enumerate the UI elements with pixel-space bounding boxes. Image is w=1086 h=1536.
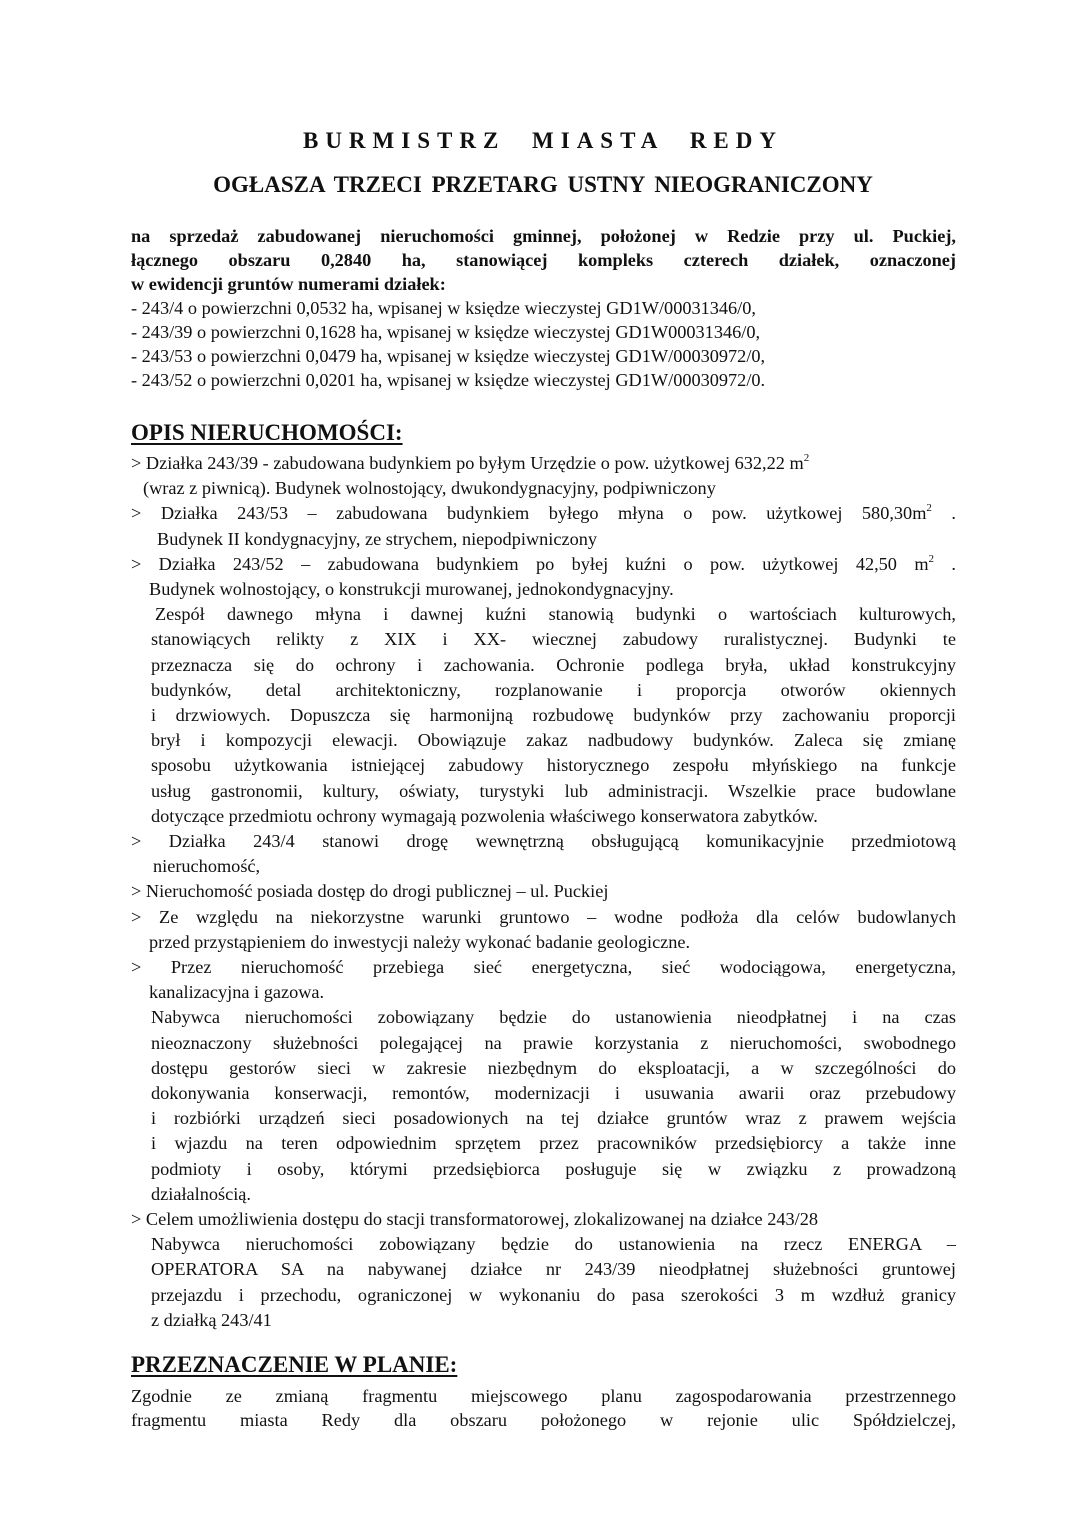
description-line (149, 577, 956, 601)
line-text: sposobu użytkowania istniejącej zabudowy historycznego zespołu młyńskiego na funkcje (151, 755, 956, 775)
line-text: z działką 243/41 (151, 1310, 272, 1330)
line-text: > Przez nieruchomość przebiega sieć energetyczna, sieć wodociągowa, energetyczna, (131, 957, 956, 977)
line-text: (wraz z piwnicą). Budynek wolnostojący, dwukondygnacyjny, podpiwniczony (143, 478, 716, 498)
description-line (155, 602, 956, 626)
description-line (131, 905, 956, 929)
intro-line: na sprzedaż zabudowanej nieruchomości gminnej, położonej w Redzie przy ul. Puckiej, (131, 226, 956, 246)
line-text: dotyczące przedmiotu ochrony wymagają pozwolenia właściwego konserwatora zabytków. (151, 806, 818, 826)
line-text: > Działka 243/52 – zabudowana budynkiem po byłej kuźni o pow. użytkowej 42,50 m (131, 554, 929, 574)
line-text: Zespół dawnego młyna i dawnej kuźni stanowią budynki o wartościach kulturowych, (155, 604, 956, 624)
plot-item: - 243/53 o powierzchni 0,0479 ha, wpisanej w księdze wieczystej GD1W/00030972/0, (131, 346, 766, 366)
description-line (151, 1106, 956, 1130)
document-subtitle: OGŁASZA TRZECI PRZETARG USTNY NIEOGRANICZONY (213, 172, 873, 197)
description-line (149, 930, 956, 954)
line-text: i drzwiowych. Dopuszcza się harmonijną rozbudowę budynków przy zachowaniu proporcji (151, 705, 956, 725)
line-text: Nabywca nieruchomości zobowiązany będzie do ustanowienia nieodpłatnej i na czas (151, 1007, 956, 1027)
description-line (151, 627, 956, 651)
line-text: Budynek wolnostojący, o konstrukcji murowanej, jednokondygnacyjny. (149, 579, 674, 599)
description-line (151, 1232, 956, 1256)
line-tail: . (931, 503, 956, 523)
line-text: dostępu gestorów sieci w zakresie niezbędnym do eksploatacji, a w szczególności do (151, 1058, 956, 1078)
description-line (151, 1005, 956, 1029)
section-heading-plan: PRZEZNACZENIE W PLANIE: (131, 1352, 458, 1377)
description-line (151, 1257, 956, 1281)
section-heading-description: OPIS NIERUCHOMOŚCI: (131, 420, 403, 445)
plot-item: - 243/52 o powierzchni 0,0201 ha, wpisanej w księdze wieczystej GD1W/00030972/0. (131, 370, 766, 390)
description-line (131, 1207, 956, 1231)
superscript: 2 (926, 502, 932, 514)
line-text: > Działka 243/53 – zabudowana budynkiem byłego młyna o pow. użytkowej 580,30m (131, 503, 927, 523)
description-line (131, 552, 956, 576)
document-title: BURMISTRZ MIASTA REDY (302, 128, 783, 153)
plot-item: - 243/4 o powierzchni 0,0532 ha, wpisanej w księdze wieczystej GD1W/00031346/0, (131, 298, 756, 318)
plan-line: fragmentu miasta Redy dla obszaru położonego w rejonie ulic Spółdzielczej, (131, 1410, 956, 1430)
line-text: przed przystąpieniem do inwestycji należy wykonać badanie geologiczne. (149, 932, 691, 952)
description-line (151, 753, 956, 777)
line-text: budynków, detal architektoniczny, rozplanowanie i proporcja otworów okiennych (151, 680, 956, 700)
line-text: > Działka 243/39 - zabudowana budynkiem po byłym Urzędzie o pow. użytkowej 632,22 m (131, 453, 804, 473)
description-line (131, 829, 956, 853)
description-line (151, 1283, 956, 1307)
description-line (151, 728, 956, 752)
description-line (151, 678, 956, 702)
line-text: usług gastronomii, kultury, oświaty, turystyki lub administracji. Wszelkie prace budowlane (151, 781, 956, 801)
description-line (151, 1131, 956, 1155)
description-line (151, 804, 956, 828)
description-line (151, 1056, 956, 1080)
line-text: Nabywca nieruchomości zobowiązany będzie do ustanowienia na rzecz ENERGA – (151, 1234, 956, 1254)
line-text: brył i kompozycji elewacji. Obowiązuje zakaz nadbudowy budynków. Zaleca się zmianę (151, 730, 956, 750)
superscript: 2 (803, 452, 810, 464)
line-text: przejazdu i przechodu, ograniczonej w wykonaniu do pasa szerokości 3 m wzdłuż granicy (151, 1285, 956, 1305)
line-text: i rozbiórki urządzeń sieci posadowionych na tej działce gruntów wraz z prawem wejścia (151, 1108, 956, 1128)
plot-item: - 243/39 o powierzchni 0,1628 ha, wpisanej w księdze wieczystej GD1W00031346/0, (131, 322, 761, 342)
line-text: przeznacza się do ochrony i zachowania. Ochronie podlega bryła, układ konstrukcyjny (151, 655, 956, 675)
line-text: > Działka 243/4 stanowi drogę wewnętrzną obsługującą komunikacyjnie przedmiotową (131, 831, 956, 851)
description-line (151, 1182, 956, 1206)
description-line (157, 527, 956, 551)
description-line (151, 779, 956, 803)
description-line (149, 980, 956, 1004)
description-line (151, 653, 956, 677)
line-text: działalnością. (151, 1184, 251, 1204)
description-line (151, 1157, 956, 1181)
line-text: nieoznaczony służebności polegającej na prawie korzystania z nieruchomości, swobodnego (151, 1033, 956, 1053)
description-line (151, 1031, 956, 1055)
line-text: kanalizacyjna i gazowa. (149, 982, 325, 1002)
line-text: i wjazdu na teren odpowiednim sprzętem przez pracowników przedsiębiorcy a także inne (151, 1133, 956, 1153)
line-text: stanowiących relikty z XIX i XX- wiecznej zabudowy ruralistycznej. Budynki te (151, 629, 956, 649)
line-text: nieruchomość, (153, 856, 261, 876)
description-line (151, 1081, 956, 1105)
description-line (131, 451, 956, 475)
line-text: Budynek II kondygnacyjny, ze strychem, niepodpiwniczony (157, 529, 597, 549)
description-line (131, 879, 956, 903)
line-text: dokonywania konserwacji, remontów, modernizacji i usuwania awarii oraz przebudowy (151, 1083, 956, 1103)
intro-line: łącznego obszaru 0,2840 ha, stanowiącej kompleks czterech działek, oznaczonej (131, 250, 956, 270)
intro-line: w ewidencji gruntów numerami działek: (131, 274, 446, 294)
description-line (151, 1308, 956, 1332)
line-text: podmioty i osoby, którymi przedsiębiorca posługuje się w związku z prowadzoną (151, 1159, 956, 1179)
plan-line: Zgodnie ze zmianą fragmentu miejscowego planu zagospodarowania przestrzennego (131, 1386, 956, 1406)
line-text: > Ze względu na niekorzystne warunki gruntowo – wodne podłoża dla celów budowlanych (131, 907, 956, 927)
superscript: 2 (928, 553, 935, 565)
line-text: > Celem umożliwienia dostępu do stacji transformatorowej, zlokalizowanej na działce 243/28 (131, 1209, 819, 1229)
description-line (143, 476, 956, 500)
description-line (131, 955, 956, 979)
line-tail: . (934, 554, 956, 574)
description-line (151, 703, 956, 727)
description-line (153, 854, 956, 878)
line-text: OPERATORA SA na nabywanej działce nr 243/39 nieodpłatnej służebności gruntowej (151, 1259, 956, 1279)
line-text: > Nieruchomość posiada dostęp do drogi publicznej – ul. Puckiej (131, 881, 609, 901)
description-line (131, 501, 956, 525)
